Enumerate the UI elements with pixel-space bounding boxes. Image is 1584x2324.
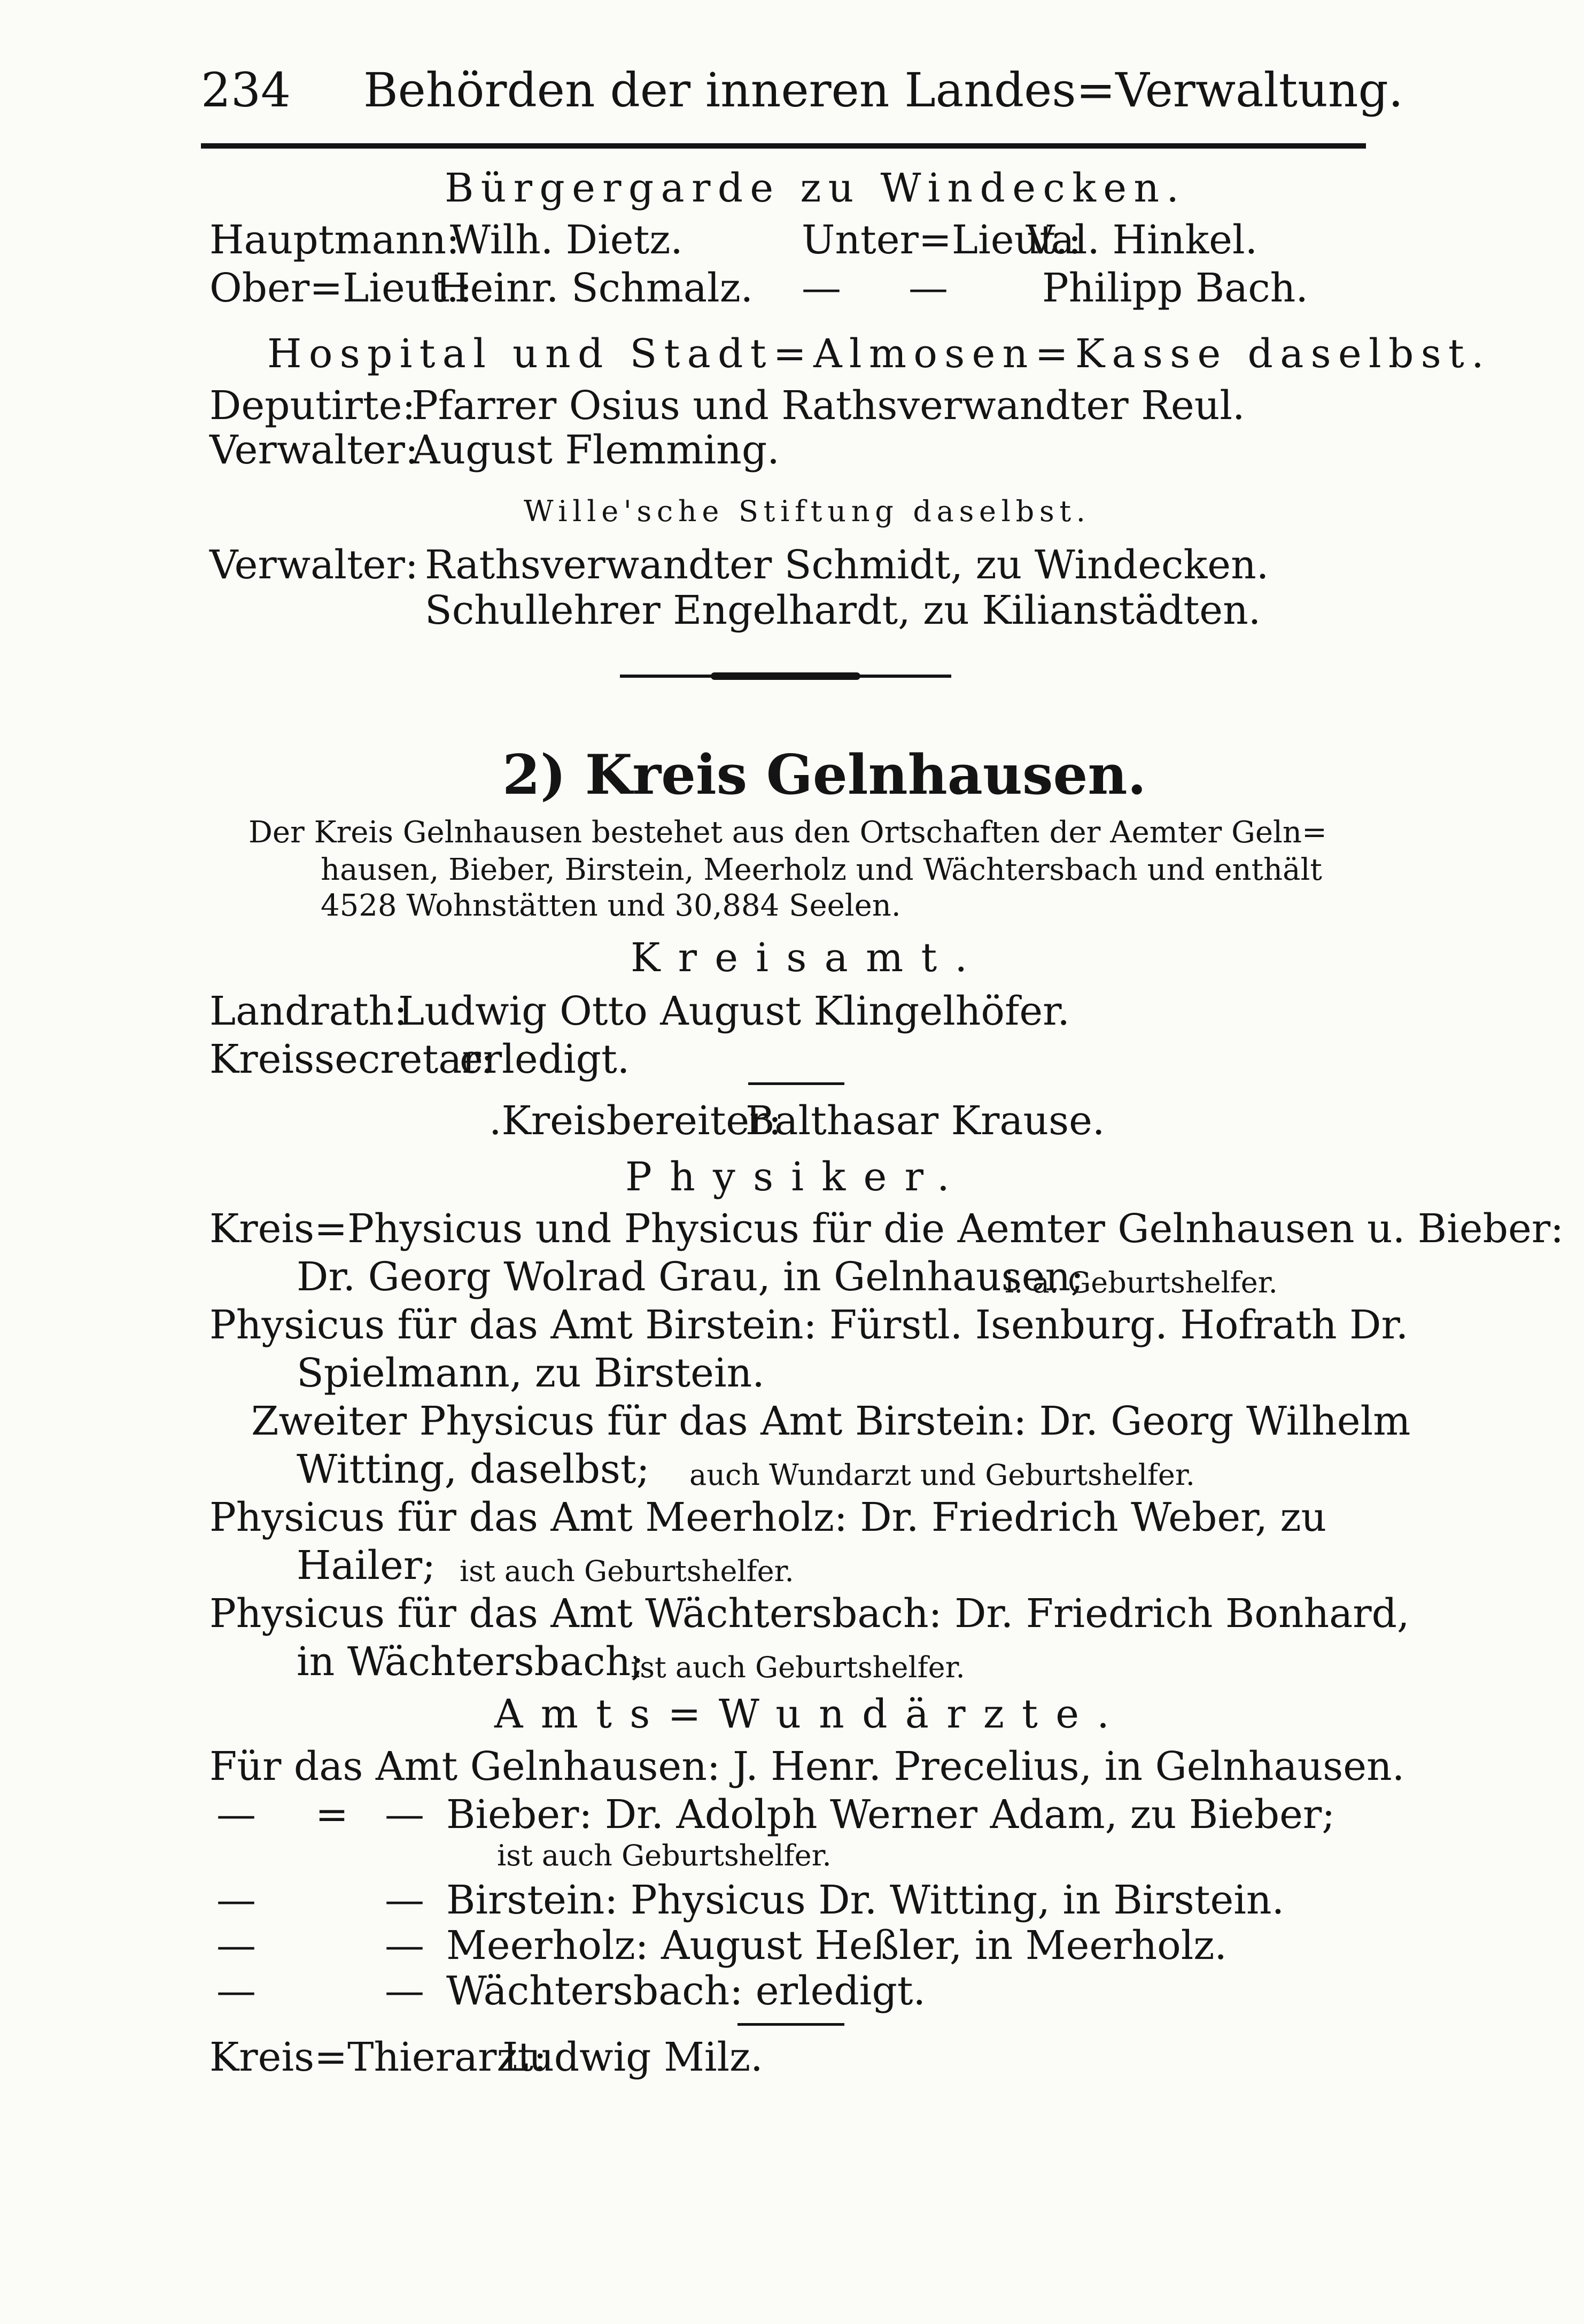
header-rule	[201, 143, 1366, 149]
running-title: Behörden der inneren Landes=Verwaltung.	[363, 63, 1403, 118]
physiker-title: Physiker.	[625, 1154, 967, 1200]
kreisbereiter-value: Balthasar Krause.	[746, 1098, 1105, 1144]
unterlieut-value: Val. Hinkel.	[1026, 217, 1258, 263]
deputirte-value: Pfarrer Osius und Rathsverwandter Reul.	[411, 383, 1245, 429]
unterlieut-label: Unter=Lieut.:	[802, 217, 1082, 263]
thierarzt-value: Ludwig Milz.	[502, 2034, 763, 2080]
wundarzt-bieber-note: ist auch Geburtshelfer.	[497, 1839, 832, 1872]
dash: —	[909, 265, 948, 311]
landrath-value: Ludwig Otto August Klingelhöfer.	[398, 988, 1070, 1034]
ditto-mark: =	[315, 1792, 349, 1838]
physiker-line-4: Spielmann, zu Birstein.	[297, 1350, 765, 1396]
hauptmann-value: Wilh. Dietz.	[450, 217, 683, 263]
dash: —	[385, 1923, 424, 1969]
wundarzt-line-1: Für das Amt Gelnhausen: J. Henr. Precelius, in Gelnhausen.	[209, 1744, 1405, 1790]
kreis-description-1: Der Kreis Gelnhausen bestehet aus den Ortschaften der Aemter Geln=	[249, 815, 1327, 850]
physiker-line-9: Physicus für das Amt Wächtersbach: Dr. Friedrich Bonhard,	[209, 1591, 1410, 1637]
oberlieut-second-value: Philipp Bach.	[1042, 265, 1308, 311]
kreissecretar-value: erledigt.	[460, 1036, 630, 1082]
physiker-line-1: Kreis=Physicus und Physicus für die Aemter Gelnhausen u. Bieber:	[209, 1206, 1564, 1252]
dash: —	[385, 1877, 424, 1923]
wille-verwalter-value-2: Schullehrer Engelhardt, zu Kilianstädten.	[425, 587, 1261, 633]
short-rule	[737, 2023, 844, 2026]
section-divider-swell	[711, 672, 860, 680]
physiker-line-6: Witting, daselbst;	[297, 1446, 650, 1492]
short-rule	[748, 1082, 844, 1085]
kreis-description-2: hausen, Bieber, Birstein, Meerholz und Wächtersbach und enthält	[321, 853, 1322, 887]
physiker-line-2-note: i. a. Geburtshelfer.	[1005, 1266, 1278, 1299]
dash: —	[216, 1923, 256, 1969]
verwalter-value: August Flemming.	[411, 427, 780, 473]
thierarzt-label: Kreis=Thierarzt:	[209, 2034, 547, 2080]
wille-title: Wille'sche Stiftung daselbst.	[524, 494, 1091, 528]
hauptmann-label: Hauptmann:	[209, 217, 460, 263]
buergergarde-title: Bürgergarde zu Windecken.	[445, 165, 1186, 211]
dash: —	[216, 1792, 256, 1838]
kreissecretar-label: Kreissecretar:	[209, 1036, 494, 1082]
kreis-description-3: 4528 Wohnstätten und 30,884 Seelen.	[321, 888, 901, 923]
wundarzt-bieber: Bieber: Dr. Adolph Werner Adam, zu Bieber;	[446, 1792, 1335, 1838]
page-number: 234	[201, 63, 291, 118]
wundarzt-waechtersbach: Wächtersbach: erledigt.	[446, 1968, 926, 2014]
landrath-label: Landrath:	[209, 988, 408, 1034]
physiker-line-5: Zweiter Physicus für das Amt Birstein: Dr. Georg Wilhelm	[251, 1398, 1411, 1444]
dash: —	[216, 1968, 256, 2014]
physiker-line-8: Hailer;	[297, 1543, 436, 1589]
verwalter-label: Verwalter:	[209, 427, 418, 473]
wundarzt-meerholz: Meerholz: August Heßler, in Meerholz.	[446, 1923, 1227, 1969]
physiker-line-6-note: auch Wundarzt und Geburtshelfer.	[689, 1458, 1195, 1492]
kreisamt-title: Kreisamt.	[631, 935, 985, 981]
physiker-line-10-note: ist auch Geburtshelfer.	[631, 1651, 965, 1684]
dash: —	[802, 265, 841, 311]
physiker-line-10: in Wächtersbach;	[297, 1639, 645, 1685]
kreisbereiter-label: .Kreisbereiter:	[489, 1098, 782, 1144]
physiker-line-8-note: ist auch Geburtshelfer.	[460, 1554, 794, 1588]
wille-verwalter-value-1: Rathsverwandter Schmidt, zu Windecken.	[425, 542, 1269, 588]
dash: —	[216, 1877, 256, 1923]
dash: —	[385, 1792, 424, 1838]
oberlieut-label: Ober=Lieut.:	[209, 265, 472, 311]
deputirte-label: Deputirte:	[209, 383, 416, 429]
wundarzt-birstein: Birstein: Physicus Dr. Witting, in Birstein.	[446, 1877, 1285, 1923]
hospital-title: Hospital und Stadt=Almosen=Kasse daselbst.	[267, 331, 1491, 377]
dash: —	[385, 1968, 424, 2014]
physiker-line-2: Dr. Georg Wolrad Grau, in Gelnhausen;	[297, 1254, 1084, 1300]
oberlieut-value: Heinr. Schmalz.	[436, 265, 754, 311]
physiker-line-3: Physicus für das Amt Birstein: Fürstl. Isenburg. Hofrath Dr.	[209, 1302, 1409, 1348]
wille-verwalter-label: Verwalter:	[209, 542, 418, 588]
physiker-line-7: Physicus für das Amt Meerholz: Dr. Friedrich Weber, zu	[209, 1494, 1327, 1540]
wundaerzte-title: Amts=Wundärzte.	[494, 1691, 1128, 1737]
kreis-heading: 2) Kreis Gelnhausen.	[502, 743, 1147, 807]
